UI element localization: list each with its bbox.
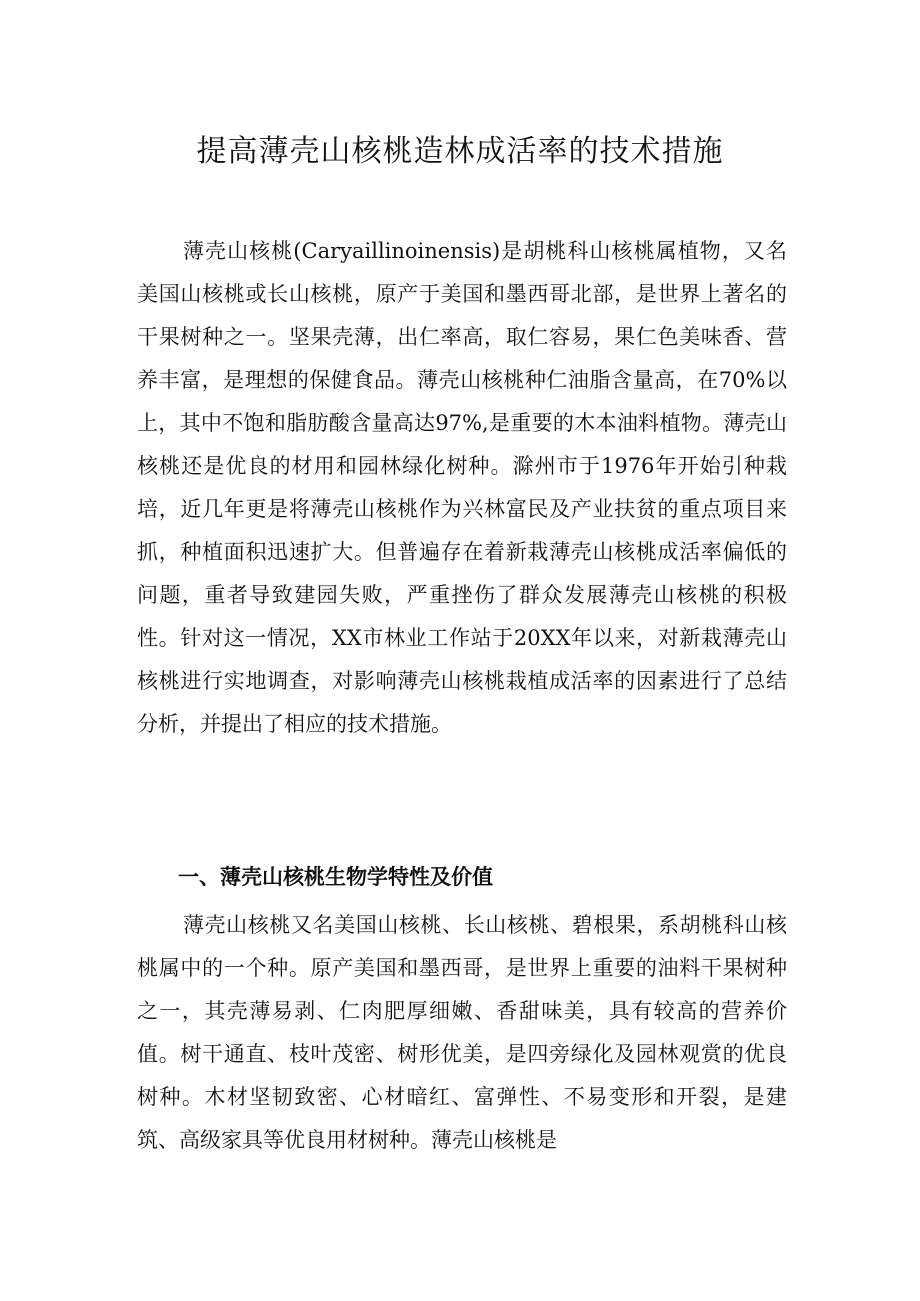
document-title: 提高薄壳山核桃造林成活率的技术措施 <box>196 134 724 169</box>
section-paragraph: 薄壳山核桃又名美国山核桃、长山核桃、碧根果，系胡桃科山核桃属中的一个种。原产美国和墨西哥，是世界上重要的油料干果树种之一，其壳薄易剥、仁肉肥厚细嫩、香甜味美，具有较高的营养价值。树干通直、枝叶茂密、树形优美，是四旁绿化及园林观赏的优良树种。木材坚韧致密、心材暗红、富弹性、不易变形和开裂，是建筑、高级家具等优良用材树种。薄壳山核桃是 <box>137 913 787 1152</box>
intro-paragraph: 薄壳山核桃(Caryaillinoinensis)是胡桃科山核桃属植物，又名美国山核桃或长山核桃，原产于美国和墨西哥北部，是世界上著名的干果树种之一。坚果壳薄，出仁率高，取仁容易，果仁色美味香、营养丰富，是理想的保健食品。薄壳山核桃种仁油脂含量高，在70%以上，其中不饱和脂肪酸含量高达97%,是重要的木本油料植物。薄壳山核桃还是优良的材用和园林绿化树种。滁州市于1976年开始引种栽培，近几年更是将薄壳山核桃作为兴林富民及产业扶贫的重点项目来抓，种植面积迅速扩大。但普遍存在着新栽薄壳山核桃成活率偏低的问题，重者导致建园失败，严重挫伤了群众发展薄壳山核桃的积极性。针对这一情况，XX市林业工作站于20XX年以来，对新栽薄壳山核桃进行实地调查，对影响薄壳山核桃栽植成活率的因素进行了总结分析，并提出了相应的技术措施。 <box>137 239 787 736</box>
section-heading: 一、薄壳山核桃生物学特性及价值 <box>178 865 493 889</box>
